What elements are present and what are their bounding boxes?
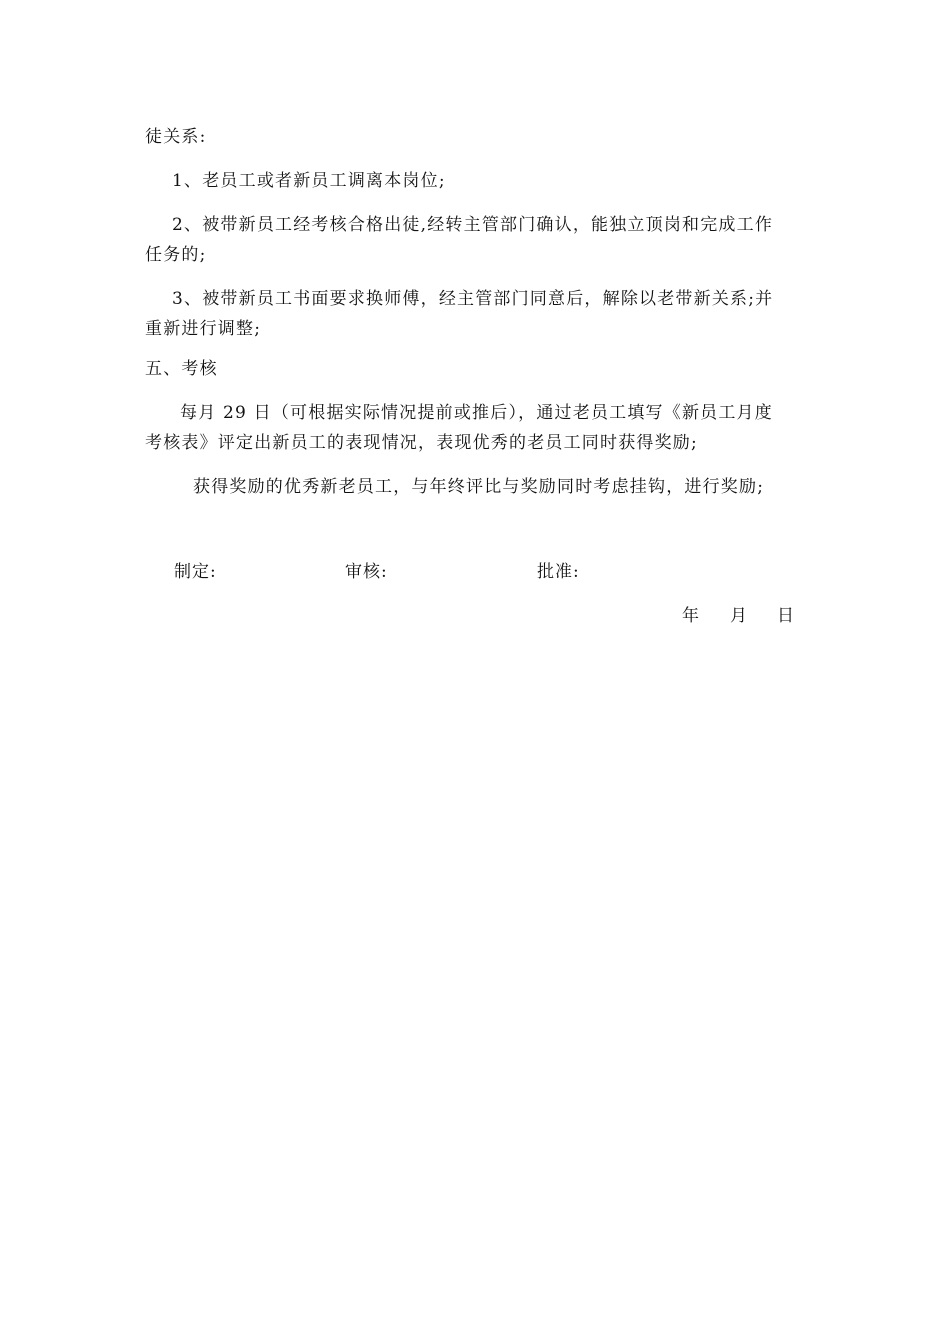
- list-item-1: 1、老员工或者新员工调离本岗位;: [172, 171, 446, 191]
- section-heading-assessment: 五、考核: [145, 359, 218, 379]
- approved-by-label: 批准:: [537, 562, 580, 582]
- list-item-3-line-2: 重新进行调整;: [145, 319, 262, 339]
- assessment-paragraph-line-2: 考核表》评定出新员工的表现情况，表现优秀的老员工同时获得奖励;: [145, 433, 698, 453]
- drafted-by-label: 制定:: [174, 562, 217, 582]
- list-item-2-line-2: 任务的;: [145, 245, 207, 265]
- reward-paragraph: 获得奖励的优秀新老员工，与年终评比与奖励同时考虑挂钩，进行奖励;: [193, 477, 765, 497]
- date-year-label: 年: [682, 606, 700, 626]
- date-month-label: 月: [730, 606, 748, 626]
- reviewed-by-label: 审核:: [345, 562, 388, 582]
- date-day-label: 日: [777, 606, 795, 626]
- list-item-2-line-1: 2、被带新员工经考核合格出徒,经转主管部门确认，能独立顶岗和完成工作: [172, 215, 774, 235]
- assessment-paragraph-line-1: 每月 29 日（可根据实际情况提前或推后），通过老员工填写《新员工月度: [180, 403, 773, 423]
- list-item-3-line-1: 3、被带新员工书面要求换师傅，经主管部门同意后，解除以老带新关系;并: [172, 289, 774, 309]
- continuation-text: 徒关系:: [145, 127, 207, 147]
